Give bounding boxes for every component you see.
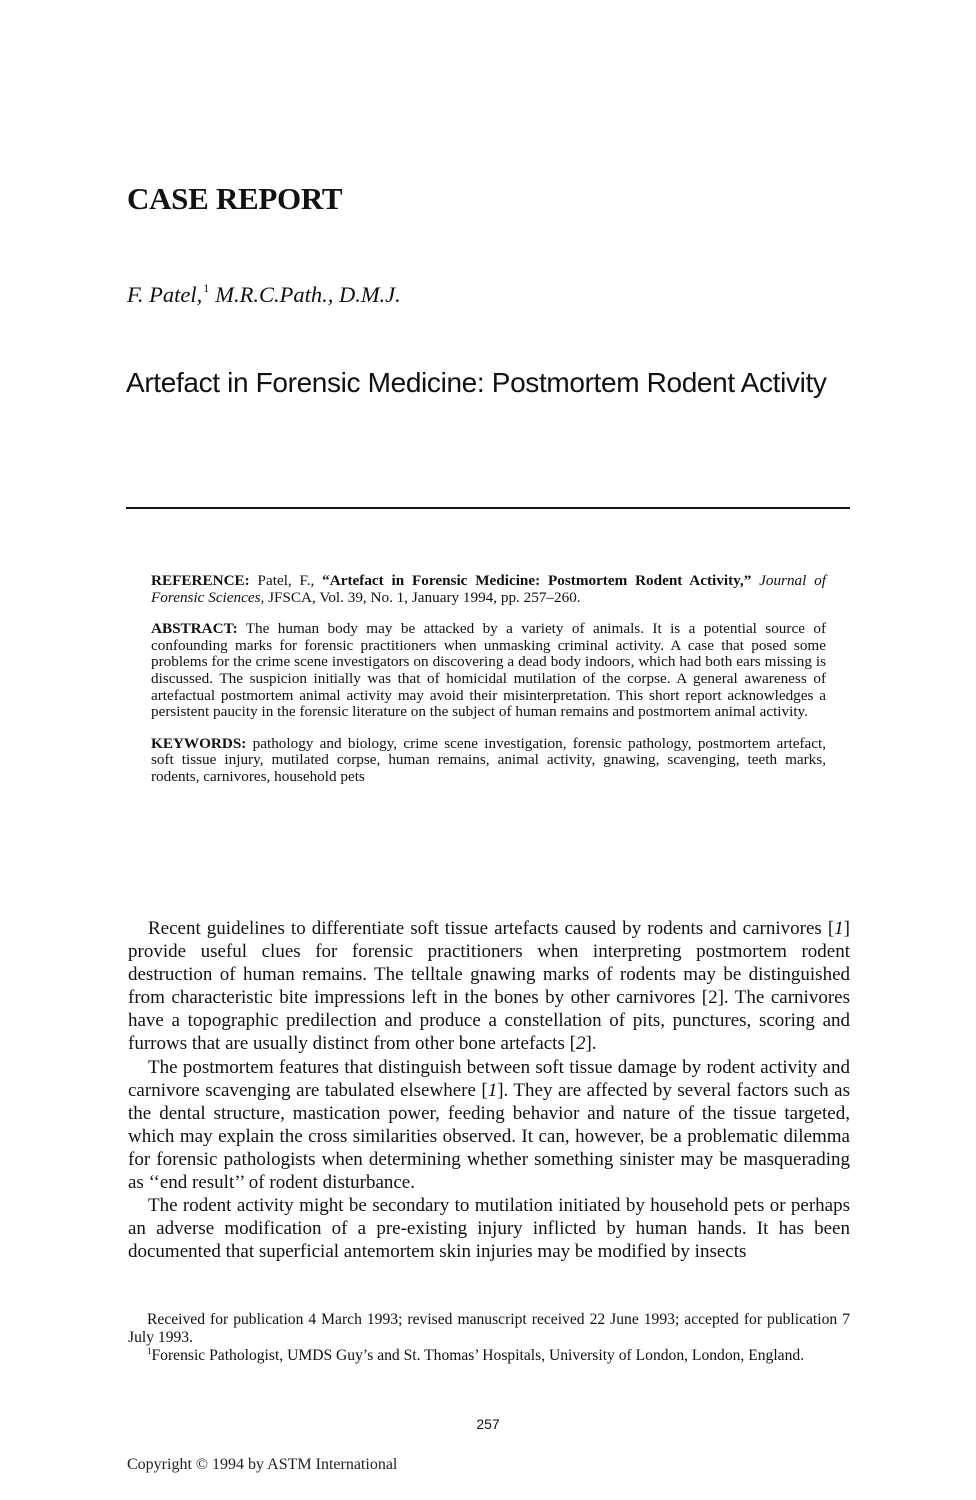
citation: 1: [834, 918, 844, 939]
reference-authors: Patel, F.,: [249, 572, 323, 589]
page-number: 257: [476, 1416, 500, 1432]
reference-journal: Journal of Forensic Sciences,: [151, 572, 826, 606]
body-paragraph: [128, 917, 850, 1056]
body-text-span: The postmortem features that distinguish between soft tissue damage by rodent activity and carnivore scavenging are tabulated elsewhere [: [128, 1056, 850, 1101]
footnote-affiliation: [128, 1347, 850, 1365]
article-title: Artefact in Forensic Medicine: Postmortem Rodent Activity: [126, 367, 827, 398]
reference-label: REFERENCE:: [151, 572, 250, 589]
reference-paragraph: [151, 573, 826, 606]
author-line: [127, 280, 401, 310]
body-text-span: Recent guidelines to differentiate soft tissue artefacts caused by rodents and carnivores [: [148, 918, 835, 939]
body-paragraph: [128, 1056, 850, 1195]
body-text-span: ].: [585, 1033, 597, 1055]
footnote-received: Received for publication 4 March 1993; revised manuscript received 22 June 1993; accepted for publication 7 July 1993.: [128, 1311, 850, 1346]
title-divider: [126, 507, 850, 509]
reference-article-title: “Artefact in Forensic Medicine: Postmortem Rodent Activity,”: [322, 572, 752, 589]
abstract-paragraph: [151, 621, 826, 721]
affiliation-marker: 1: [203, 281, 210, 295]
author-qualifications: M.R.C.Path., D.M.J.: [215, 282, 401, 307]
citation: 2: [575, 1033, 586, 1055]
body-text: [128, 917, 850, 1263]
footnote-marker: 1: [147, 1346, 152, 1356]
author-name: F. Patel,: [127, 282, 203, 307]
keywords-label: KEYWORDS:: [151, 734, 247, 752]
body-text-span: ] provide useful clues for forensic practitioners when interpreting postmortem rodent destruction of human remains. The telltale gnawing marks of rodents may be distinguished from characteristic bite impressions left in the bones by other carnivores [2]. The carnivores have a topographic predilection and produce a constellation of pits, punctures, scoring and furrows that are usually distinct from other bone artefacts [: [128, 918, 850, 1055]
citation: 1: [487, 1079, 498, 1101]
footnote-affiliation-text: Forensic Pathologist, UMDS Guy’s and St. Thomas’ Hospitals, University of London, London, England.: [151, 1347, 805, 1364]
copyright-notice: Copyright © 1994 by ASTM International: [127, 1456, 398, 1473]
body-text-span: ]. They are affected by several factors such as the dental structure, mastication power, feeding behavior and nature of the tissue targeted, which may explain the cross similarities observed. It can, however, be a problematic dilemma for forensic pathologists when determining whether something sinister may be masquerading as ‘‘end result’’ of rodent disturbance.: [128, 1079, 850, 1194]
body-text-span: The rodent activity might be secondary to mutilation initiated by household pets or perhaps an adverse modification of a pre-existing injury inflicted by human hands. It has been documented that superficial antemortem skin injuries may be modified by insects: [128, 1195, 850, 1263]
body-paragraph: [128, 1194, 850, 1263]
reference-details: JFSCA, Vol. 39, No. 1, January 1994, pp. 257–260.: [264, 588, 581, 606]
keywords-text: pathology and biology, crime scene investigation, forensic pathology, postmortem artefact, soft tissue injury, mutilated corpse, human remains, animal activity, gnawing, scavenging, teeth marks, rodents, carnivores, household pets: [151, 734, 826, 785]
abstract-text: The human body may be attacked by a variety of animals. It is a potential source of confounding marks for forensic practitioners when unmasking criminal activity. A case that posed some problems for the crime scene investigators on discovering a dead body indoors, which had both ears missing is discussed. The suspicion initially was that of homicidal mutilation of the corpse. A general awareness of artefactual postmortem animal activity may avoid their misinterpretation. This short report acknowledges a persistent paucity in the forensic literature on the subject of human remains and postmortem animal activity.: [151, 620, 826, 721]
abstract-label: ABSTRACT:: [151, 620, 238, 638]
section-label: CASE REPORT: [127, 181, 343, 216]
keywords-paragraph: [151, 736, 826, 786]
footnotes: [128, 1311, 850, 1365]
front-matter: [151, 573, 826, 801]
